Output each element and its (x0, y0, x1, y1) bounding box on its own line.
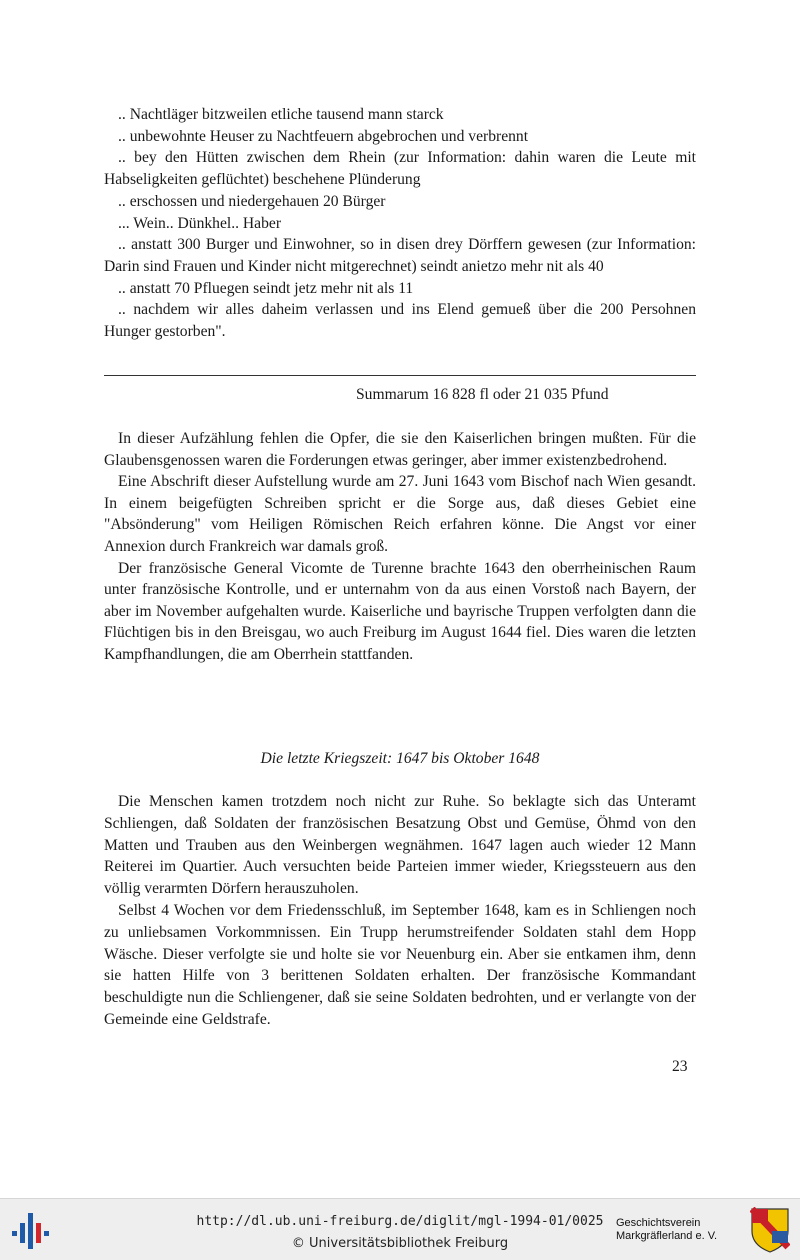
paragraph: Der französische General Vicomte de Turenne brachte 1643 den oberrheinischen Raum unter französische Kontrolle, und er unternahm von da aus einen Vorstoß nach Bayern, der aber im November aufgehalten wurde. Kaiserliche und bayrische Truppen verfolgten dann die Flüchtigen bis in den Breisgau, wo auch Freiburg im August 1644 fiel. Dies waren die letzten Kampfhandlungen, die am Oberrhein stattfanden. (104, 559, 696, 663)
quote-line: .. anstatt 300 Burger und Einwohner, so in disen drey Dörffern gewesen (zur Information: Darin sind Frauen und Kinder nicht mitgerechnet) seindt anietzo mehr nit als 40 (104, 236, 696, 275)
footer-url-link[interactable]: http://dl.ub.uni-freiburg.de/diglit/mgl-1994-01/0025 (196, 1214, 604, 1229)
paragraph: Die Menschen kamen trotzdem noch nicht zur Ruhe. So beklagte sich das Unteramt Schliengen, daß Soldaten der französischen Besatzung Obst und Gemüse, Öhmd von den Matten und Trauben aus den Weinbergen wegnähmen. 1647 lagen auch wieder 12 Mann Reiterei im Quartier. Auch versuchten beide Parteien immer wieder, Kriegssteuern aus den völlig verarmten Dörfern herauszuholen. (104, 793, 696, 898)
section-heading: Die letzte Kriegszeit: 1647 bis Oktober 1648 (260, 750, 540, 767)
paragraph: Selbst 4 Wochen vor dem Friedensschluß, im September 1648, kam es in Schliengen noch zu unliebsamen Vorkommnissen. Ein Trupp herumstreifender Soldaten stahl dem Hopp Wäsche. Dieser verfolgte sie und holte sie vor Neuenburg ein. Aber sie entkamen ihm, denn sie hatten Hilfe von 3 berittenen Soldaten erhalten. Der französische Kommandant beschuldigte nun die Schliengener, daß sie seine Soldaten bedrohten, und er verlangte von der Gemeinde eine Geldstrafe. (104, 901, 696, 1028)
quote-line: ... Wein.. Dünkhel.. Haber (118, 214, 282, 232)
quote-line: .. unbewohnte Heuser zu Nachtfeuern abgebrochen und verbrennt (118, 127, 529, 145)
page-number: 23 (672, 1058, 688, 1075)
quote-line: .. anstatt 70 Pfluegen seindt jetz mehr nit als 11 (118, 279, 414, 297)
quote-line: .. bey den Hütten zwischen dem Rhein (zur Information: dahin waren die Leute mit Habseligkeiten geflüchtet) beschehene Plünderung (104, 149, 696, 189)
society-name[interactable] (616, 1217, 717, 1243)
footer-copyright: © Universitätsbibliothek Freiburg (291, 1236, 509, 1251)
paragraph: In dieser Aufzählung fehlen die Opfer, die sie den Kaiserlichen bringen mußten. Für die Glaubensgenossen waren die Forderungen etwas geringer, aber immer existenzbedrohend. (104, 430, 696, 469)
body-section-2 (104, 791, 696, 1031)
coat-of-arms-icon[interactable] (750, 1207, 790, 1253)
divider-rule (104, 375, 696, 376)
paragraph: Eine Abschrift dieser Aufstellung wurde am 27. Juni 1643 vom Bischof nach Wien gesandt. In einem beigefügten Schreiben spricht er die Sorge aus, daß dieses Gebiet eine "Absönderung" vom Heiligen Römischen Reich erfahren könne. Die Angst vor einer Annexion durch Frankreich war damals groß. (104, 473, 696, 555)
quote-line: .. erschossen und niedergehauen 20 Bürger (118, 192, 386, 210)
quote-line: .. Nachtläger bitzweilen etliche tausend mann starck (118, 106, 444, 123)
society-line: Markgräflerland e. V. (616, 1230, 718, 1242)
summary-total: Summarum 16 828 fl oder 21 035 Pfund (356, 386, 609, 403)
quoted-list (104, 104, 696, 343)
body-section-1 (104, 428, 696, 666)
viewer-footer (0, 1198, 800, 1260)
society-line: Geschichtsverein (616, 1217, 701, 1229)
quote-line: .. nachdem wir alles daheim verlassen und ins Elend gemueß über die 200 Persohnen Hunger gestorben". (104, 301, 696, 341)
